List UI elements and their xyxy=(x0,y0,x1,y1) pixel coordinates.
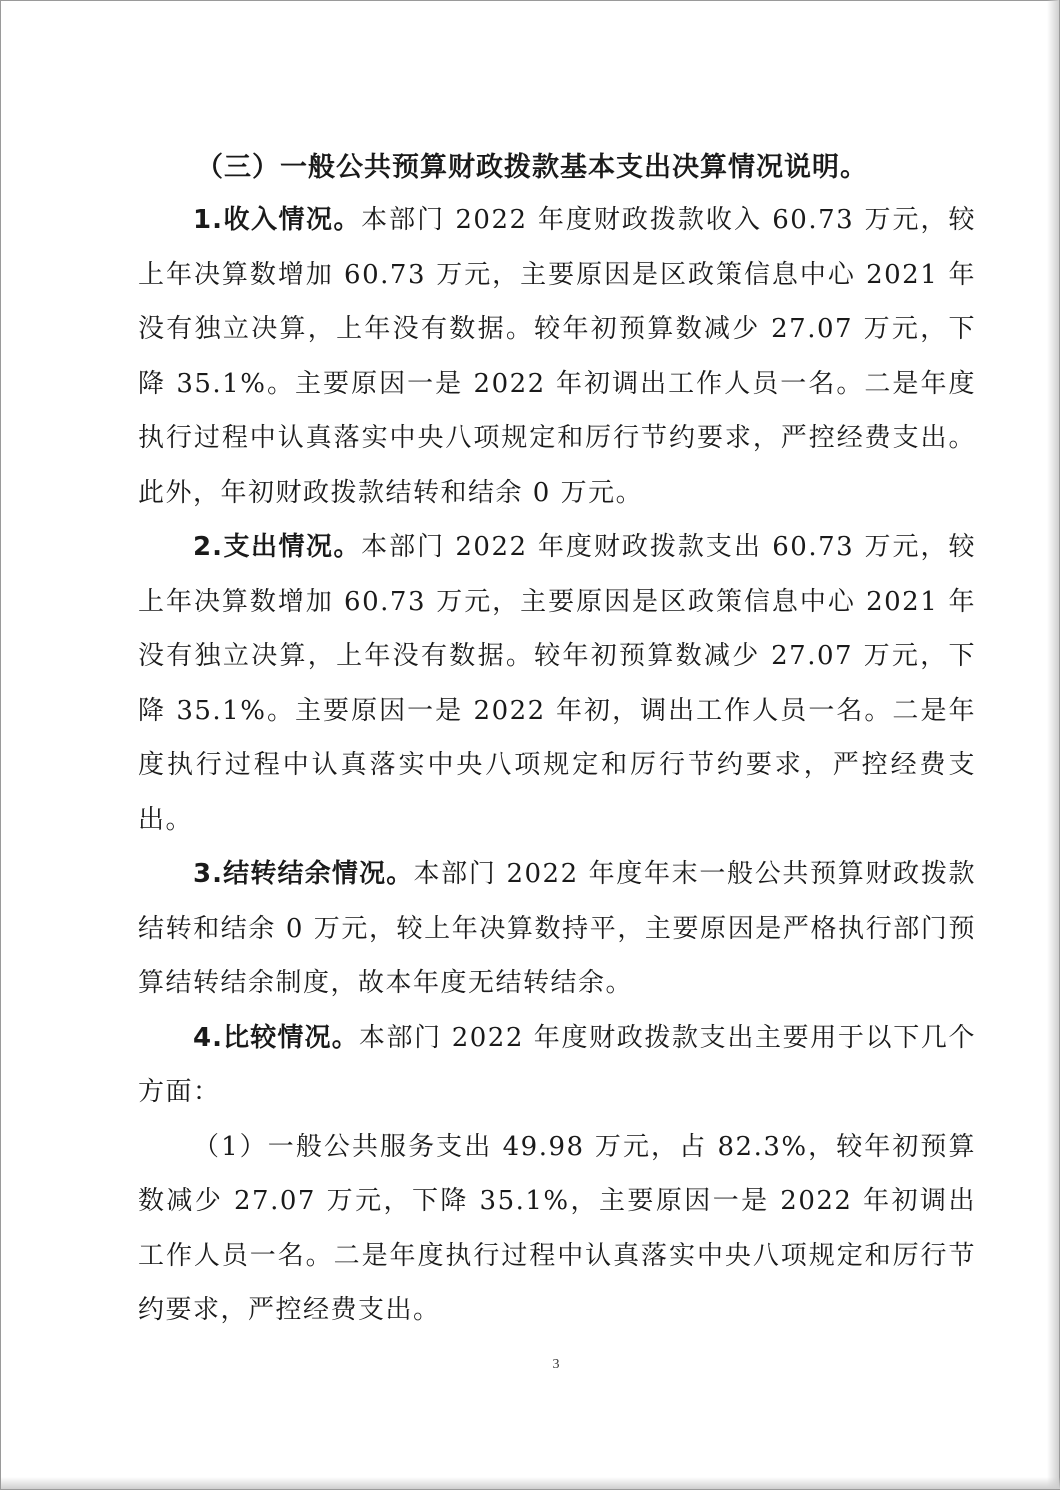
paragraph-lead: 1.收入情况。 xyxy=(193,205,362,235)
section-heading: （三）一般公共预算财政拨款基本支出决算情况说明。 xyxy=(196,152,868,183)
page-shadow-right xyxy=(1047,0,1059,1489)
page-shadow-bottom xyxy=(1,1477,1060,1489)
paragraph-lead: 4.比较情况。 xyxy=(193,1022,359,1053)
paragraph-text: 本部门 2022 年度财政拨款支出 60.73 万元，较上年决算数增加 60.73 万元，主要原因是区政策信息中心 2021 年没有独立决算，上年没有数据。较年初预算数减少 27.07 万元，下降 35.1%。主要原因一是 2022 年初，调出工作人员一名。二是年度执行过程中认真落实中央八项规定和厉行节约要求，严控经费支出。 xyxy=(138,532,976,835)
paragraph-item-1 xyxy=(138,1120,976,1338)
paragraph-income xyxy=(138,193,976,520)
paragraph-text: （1）一般公共服务支出 49.98 万元，占 82.3%，较年初预算数减少 27.07 万元，下降 35.1%，主要原因一是 2022 年初调出工作人员一名。二是年度执行过程中认真落实中央八项规定和厉行节约要求，严控经费支出。 xyxy=(138,1131,976,1325)
paragraph-lead: 2.支出情况。 xyxy=(193,532,362,562)
paragraph-comparison xyxy=(138,1011,976,1120)
paragraph-text: 本部门 2022 年度财政拨款收入 60.73 万元，较上年决算数增加 60.73 万元，主要原因是区政策信息中心 2021 年没有独立决算，上年没有数据。较年初预算数减少 27.07 万元，下降 35.1%。主要原因一是 2022 年初调出工作人员一名。二是年度执行过程中认真落实中央八项规定和厉行节约要求，严控经费支出。此外，年初财政拨款结转和结余 0 万元。 xyxy=(138,205,976,508)
body-text xyxy=(138,193,976,1338)
paragraph-lead: 3.结转结余情况。 xyxy=(193,859,414,889)
paragraph-text: 本部门 2022 年度财政拨款支出主要用于以下几个方面： xyxy=(138,1022,977,1107)
paragraph-text: 本部门 2022 年度年末一般公共预算财政拨款结转和结余 0 万元，较上年决算数持平，主要原因是严格执行部门预算结转结余制度，故本年度无结转结余。 xyxy=(138,859,977,998)
paragraph-carryover xyxy=(138,847,976,1011)
paragraph-expenditure xyxy=(138,520,976,847)
page-number: 3 xyxy=(552,1357,560,1372)
